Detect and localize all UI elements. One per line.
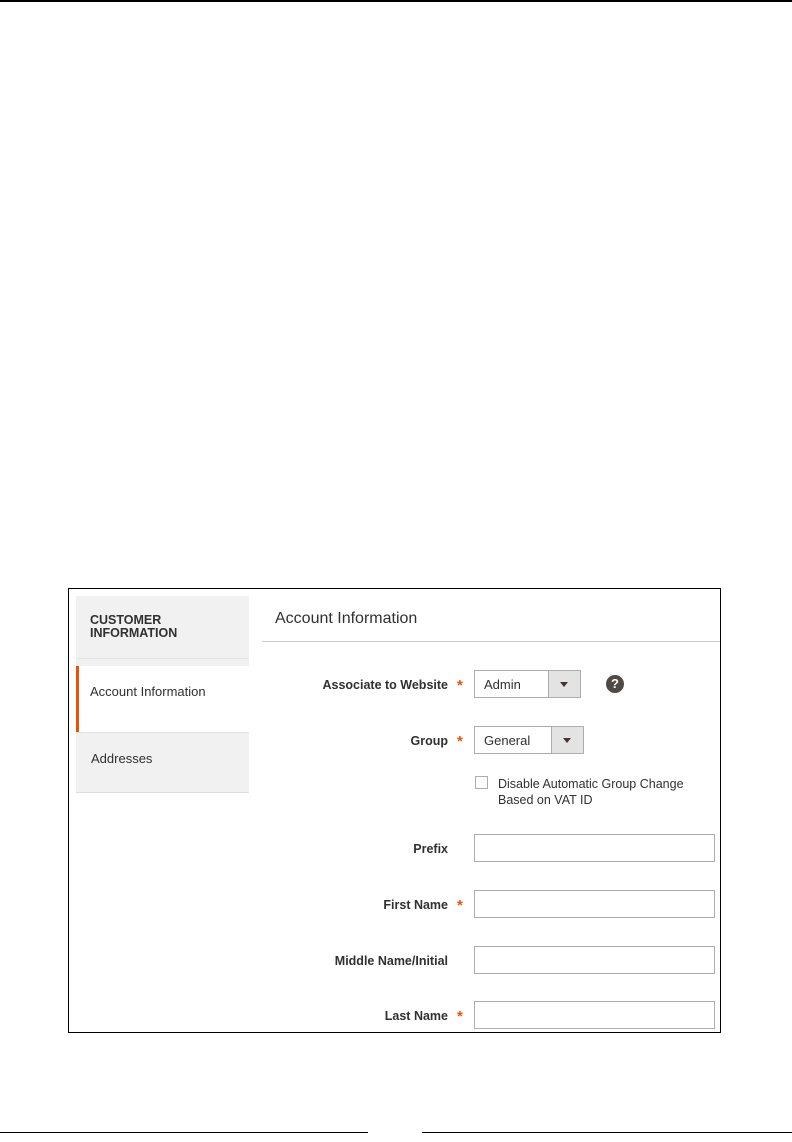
sidebar-title: CUSTOMER INFORMATION: [90, 613, 178, 640]
sidebar-item-label: Account Information: [90, 684, 206, 699]
group-select[interactable]: [474, 726, 584, 754]
select-value: General: [484, 733, 531, 748]
page-top-rule: [0, 0, 792, 2]
associate-to-website-select[interactable]: [474, 670, 581, 698]
first-name-label: First Name: [383, 898, 448, 912]
customer-information-sidebar: [76, 596, 249, 793]
sidebar-item-label: Addresses: [91, 751, 153, 766]
required-star: *: [457, 733, 463, 750]
required-star: *: [457, 677, 463, 694]
dropdown-toggle[interactable]: [551, 727, 583, 753]
middle-name-input[interactable]: [474, 946, 715, 974]
required-star: *: [457, 897, 463, 914]
chevron-down-icon: [563, 738, 571, 743]
page-footer-rule-right: [422, 1132, 792, 1133]
required-star: *: [457, 1008, 463, 1025]
middle-name-label: Middle Name/Initial: [334, 954, 448, 968]
question-circle-icon[interactable]: ?: [606, 675, 624, 693]
first-name-input[interactable]: [474, 890, 715, 918]
chevron-down-icon: [560, 682, 568, 687]
disable-auto-group-change-label[interactable]: Disable Automatic Group Change Based on VAT ID: [498, 777, 684, 807]
last-name-label: Last Name: [384, 1009, 448, 1023]
customer-edit-screenshot: [68, 588, 721, 1033]
last-name-input[interactable]: [474, 1001, 715, 1029]
prefix-input[interactable]: [474, 834, 715, 862]
dropdown-toggle[interactable]: [548, 671, 580, 697]
sidebar-divider: [76, 658, 249, 659]
sidebar-item-addresses[interactable]: [76, 732, 249, 792]
page-footer-rule-left: [0, 1132, 368, 1133]
section-divider: [262, 641, 721, 642]
associate-to-website-label: Associate to Website: [322, 678, 448, 692]
group-label: Group: [410, 734, 448, 748]
prefix-label: Prefix: [413, 842, 448, 856]
select-value: Admin: [484, 677, 521, 692]
sidebar-item-account-information[interactable]: [76, 666, 249, 732]
section-title: Account Information: [275, 610, 418, 627]
disable-auto-group-change-checkbox[interactable]: [475, 776, 488, 789]
